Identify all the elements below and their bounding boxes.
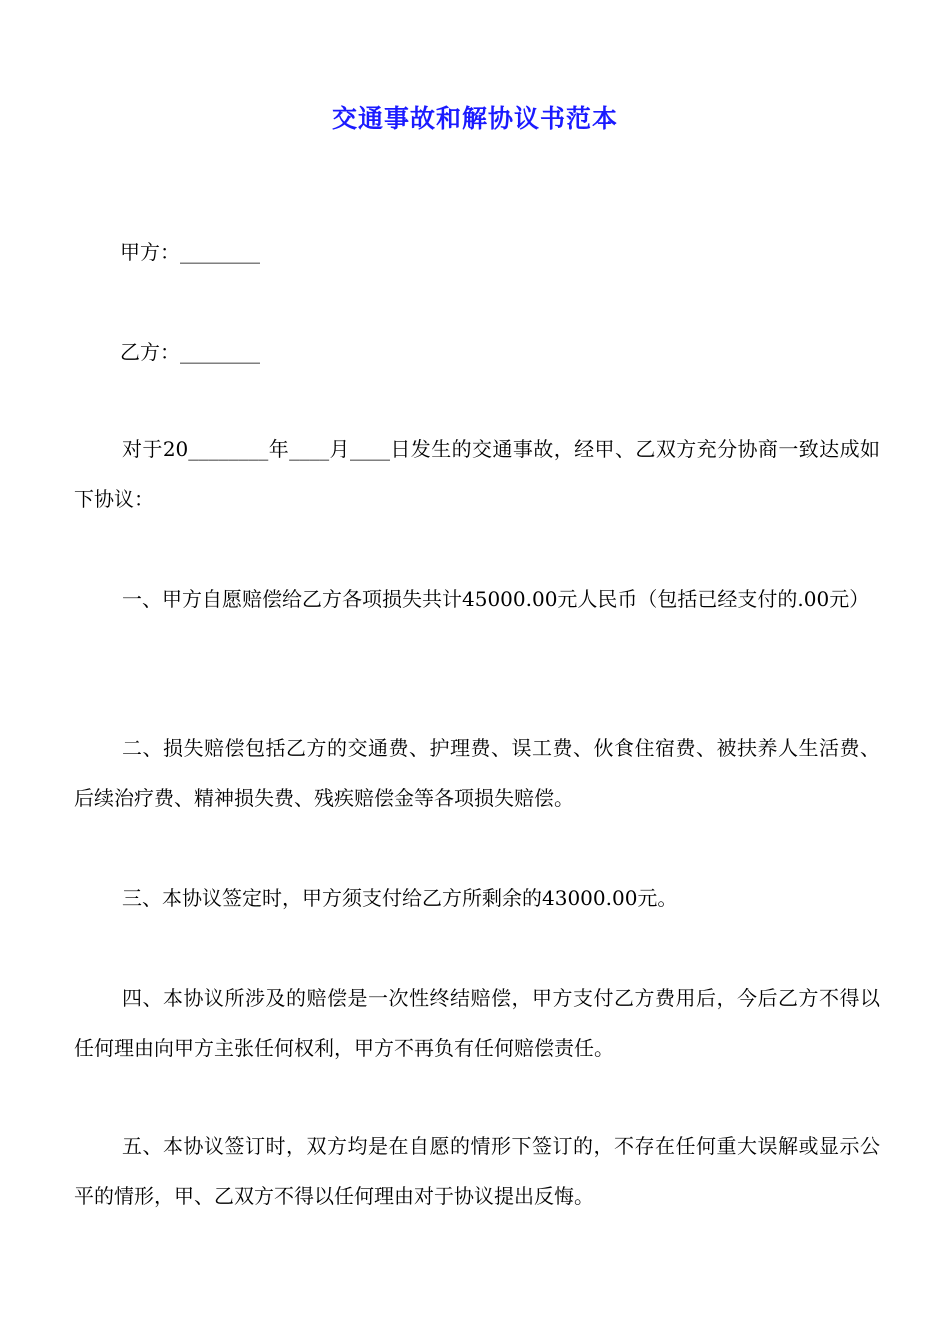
clause-2: 二、损失赔偿包括乙方的交通费、护理费、误工费、伙食住宿费、被扶养人生活费、后续治疗费、精神损失费、残疾赔偿金等各项损失赔偿。 (74, 736, 880, 810)
party-b-line: 乙方：________ (120, 340, 260, 364)
intro-paragraph: 对于20________年____月____日发生的交通事故，经甲、乙双方充分协商一致达成如下协议： (74, 437, 880, 511)
party-a-line: 甲方：________ (120, 240, 260, 264)
clause-3: 三、本协议签定时，甲方须支付给乙方所剩余的43000.00元。 (122, 886, 678, 910)
clause-1: 一、甲方自愿赔偿给乙方各项损失共计45000.00元人民币（包括已经支付的.00元） (122, 587, 870, 611)
clause-5: 五、本协议签订时，双方均是在自愿的情形下签订的，不存在任何重大误解或显示公平的情形，甲、乙双方不得以任何理由对于协议提出反悔。 (74, 1134, 880, 1208)
document-title: 交通事故和解协议书范本 (331, 103, 618, 133)
clause-4: 四、本协议所涉及的赔偿是一次性终结赔偿，甲方支付乙方费用后，今后乙方不得以任何理由向甲方主张任何权利，甲方不再负有任何赔偿责任。 (74, 986, 880, 1060)
